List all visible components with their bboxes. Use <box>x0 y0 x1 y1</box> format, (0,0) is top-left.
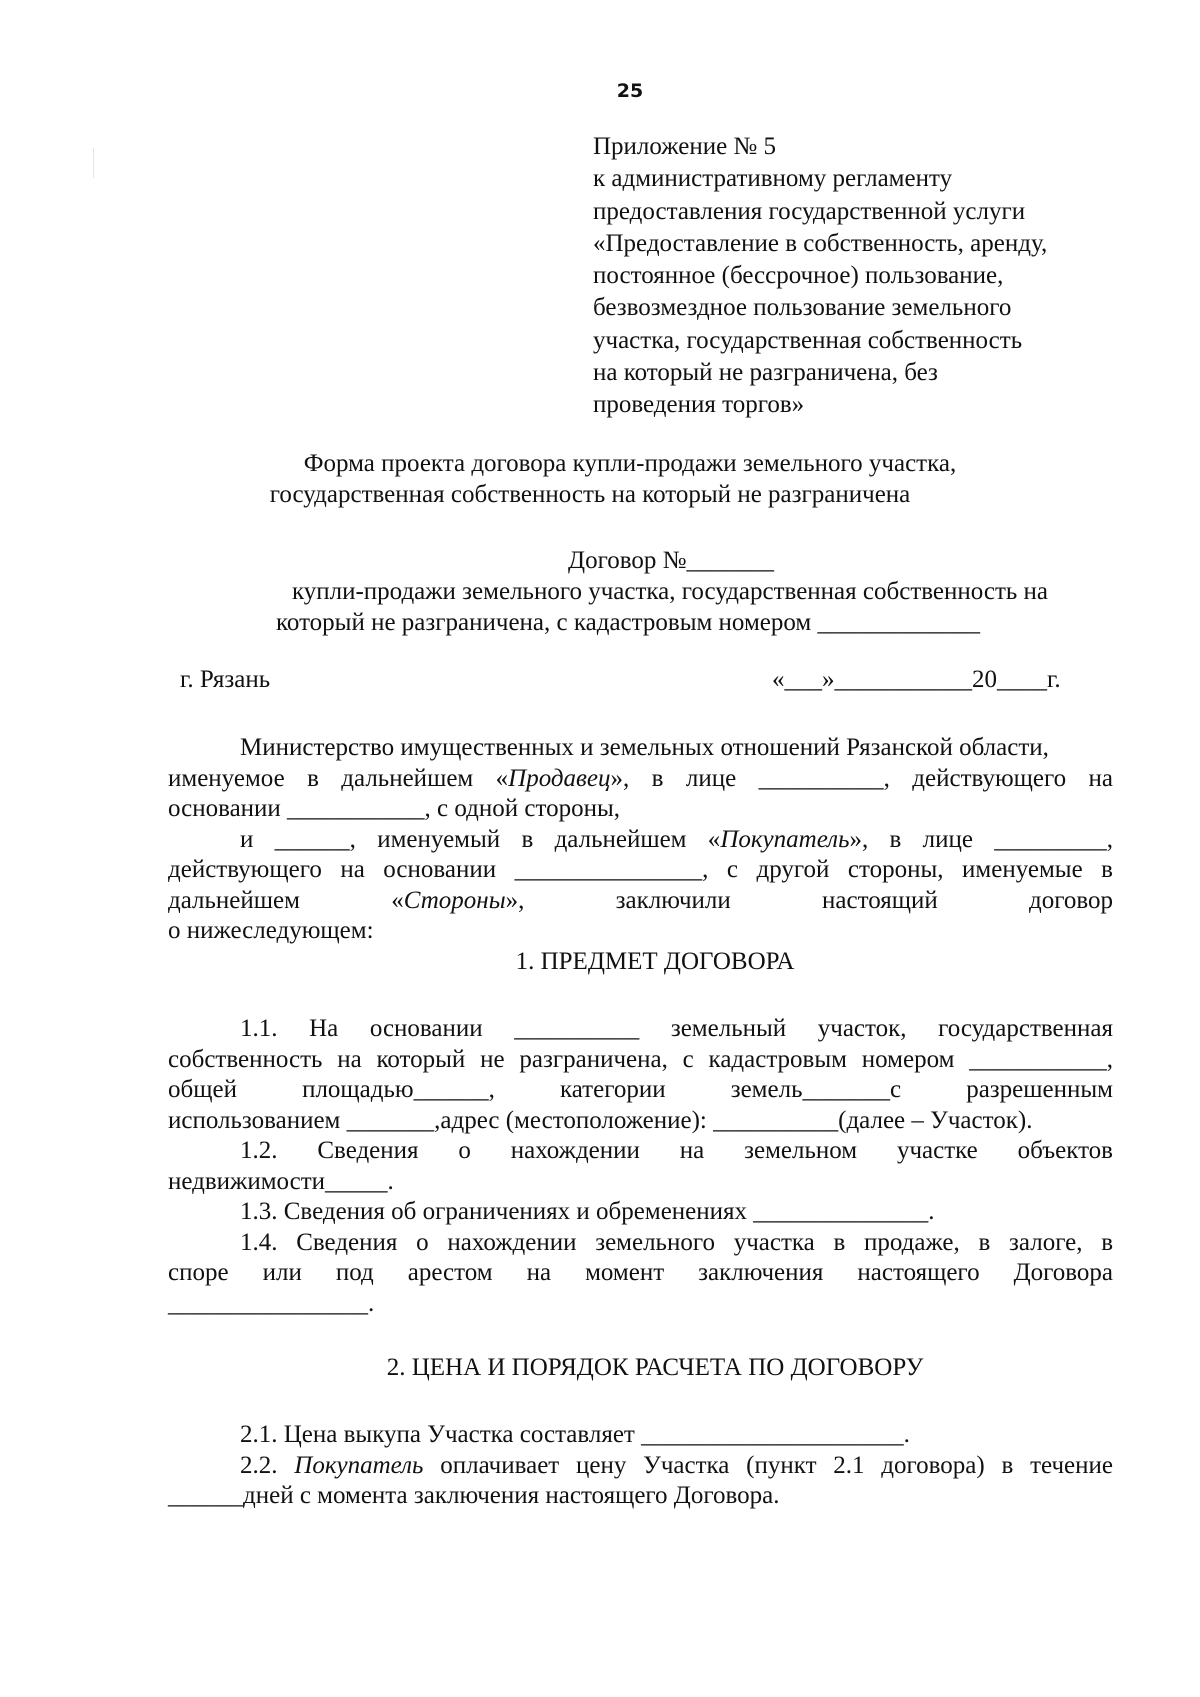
preamble <box>168 732 1113 946</box>
contract-date: «___»___________20____г. <box>772 666 1061 693</box>
contract-city: г. Рязань <box>180 666 271 693</box>
clause-1-1-line: использованием _______,адрес (местоположение): __________(далее – Участок). <box>168 1106 1033 1134</box>
appendix-line: безвозмездное пользование земельного <box>593 294 1012 322</box>
appendix-line: Приложение № 5 <box>593 133 777 160</box>
contract-number-title: Договор №_______ <box>568 547 774 574</box>
preamble-line: дальнейшем «Стороны», заключили настоящий договор <box>168 886 1113 914</box>
appendix-line: «Предоставление в собственность, аренду, <box>593 229 1048 257</box>
clause-2-1: 2.1. Цена выкупа Участка составляет _____________________. <box>240 1421 910 1448</box>
parties-term: Стороны <box>403 886 506 914</box>
section-2-body <box>168 1419 1113 1511</box>
clause-1-1-line: 1.1. На основании __________ земельный участок, государственная <box>240 1015 1113 1042</box>
preamble-line: именуемое в дальнейшем «Продавец», в лице __________, действующего на <box>168 764 1113 792</box>
preamble-line: Министерство имущественных и земельных отношений Рязанской области, <box>240 734 1049 761</box>
clause-1-3: 1.3. Сведения об ограничениях и обременениях ______________. <box>240 1198 935 1225</box>
section-1-heading: 1. ПРЕДМЕТ ДОГОВОРА <box>515 948 795 975</box>
form-title-line: государственная собственность на который не разграничена <box>269 481 911 508</box>
buyer-term: Покупатель <box>720 825 850 853</box>
clause-2-2-line: ______дней с момента заключения настоящего Договора. <box>168 1482 780 1509</box>
appendix-line: постоянное (бессрочное) пользование, <box>593 262 1004 290</box>
preamble-line: действующего на основании _______________, с другой стороны, именуемые в <box>168 856 1113 883</box>
page-number: 25 <box>616 80 644 102</box>
clause-1-1-line: собственность на который не разграничена, с кадастровым номером ___________, <box>168 1045 1113 1073</box>
preamble-line: основании ___________, с одной стороны, <box>168 795 621 822</box>
clause-1-1-line: общей площадью______, категории земель_______с разрешенным <box>168 1076 1113 1103</box>
buyer-term: Покупатель <box>294 1451 424 1479</box>
contract-subtitle-line: который не разграничена, с кадастровым номером _____________ <box>276 609 980 636</box>
scan-mark <box>93 148 94 178</box>
preamble-line: о нижеследующем: <box>168 917 374 944</box>
appendix-header <box>593 131 1153 422</box>
clause-1-4-line: споре или под арестом на момент заключения настоящего Договора <box>168 1259 1113 1286</box>
appendix-line: на который не разграничена, без <box>593 359 938 387</box>
clause-1-2-line: недвижимости_____. <box>168 1167 394 1195</box>
section-2-heading: 2. ЦЕНА И ПОРЯДОК РАСЧЕТА ПО ДОГОВОРУ <box>386 1354 924 1381</box>
form-title-line: Форма проекта договора купли-продажи земельного участка, <box>303 450 957 477</box>
clause-1-4-line: 1.4. Сведения о нахождении земельного участка в продаже, в залоге, в <box>240 1228 1113 1256</box>
seller-term: Продавец <box>508 764 611 792</box>
clause-1-4-line: ________________. <box>168 1289 375 1317</box>
contract-subtitle-line: купли-продажи земельного участка, государственная собственность на <box>291 578 1049 605</box>
appendix-line: предоставления государственной услуги <box>593 197 1026 225</box>
appendix-line: к административному регламенту <box>593 165 953 193</box>
appendix-line: участка, государственная собственность <box>593 326 1023 354</box>
appendix-line: проведения торгов» <box>593 391 805 419</box>
preamble-line: и ______, именуемый в дальнейшем «Покупатель», в лице _________, <box>240 825 1113 853</box>
clause-1-2-line: 1.2. Сведения о нахождении на земельном участке объектов <box>240 1137 1113 1164</box>
clause-2-2-line: 2.2. Покупатель оплачивает цену Участка (пункт 2.1 договора) в течение <box>240 1451 1113 1479</box>
section-1-body <box>168 1013 1113 1318</box>
